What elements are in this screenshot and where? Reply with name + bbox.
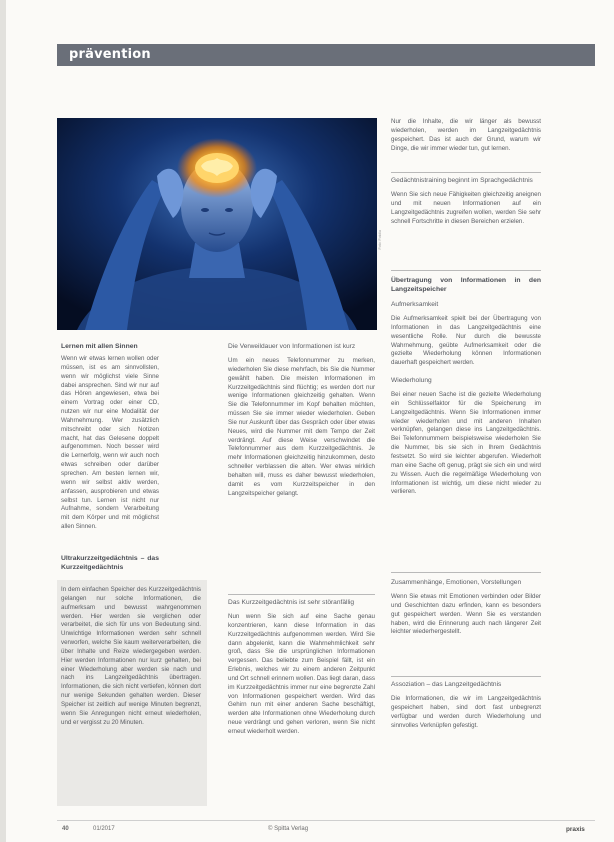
heading-kurzzeitgedaechtnis: Ultrakurzzeitgedächtnis – das Kurzzeitgedächtnis — [61, 555, 159, 571]
divider — [391, 572, 541, 573]
subheading-langzeit: Assoziation – das Langzeitgedächtnis — [391, 681, 502, 688]
column-2 — [228, 342, 375, 499]
paragraph-verweildauer: Um ein neues Telefonnummer zu merken, wiederholen Sie diese mehrfach, bis Sie die Nummer gewählt haben. Die meisten Informationen im Kurzzeitgedächtnis sind flüchtig; es werden dort nur wenige Informationen gleichzeitig gehalten. Wenn Sie die Telefonnummer im Kopf behalten möchten, müssen Sie sie immer wieder wiederholen. Geben Sie nur Auskunft über das Gespräch oder über etwas Neues, wird die Nummer mit dem Tempo der Zeit verdrängt. Auf diese Weise verschwindet die Telefonnummer aus dem Kurzzeitgedächtnis. Je mehr Informationen gleichzeitig hinzukommen, desto schneller verblassen die alten. Wer etwas wirklich behalten will, muss es daher bewusst wiederholen, damit es vom Kurzzeitspeicher in den Langzeitspeicher gelangt. — [228, 357, 375, 497]
section-uebertragung — [391, 276, 541, 497]
column-3 — [391, 118, 541, 153]
paragraph-aufmerksamkeit: Die Aufmerksamkeit spielt bei der Übertragung von Informationen in das Langzeitgedächtnis eine wesentliche Rolle. Nur durch die bewusste Wahrnehmung, geübte Aufmerksamkeit oder die gezielte Wiederholung können Informationen dauerhaft gespeichert werden. — [391, 315, 541, 367]
paragraph-kurzzeit: In dem einfachen Speicher des Kurzzeitgedächtnis gelangen nur solche Informationen, die aufmerksam und bewusst wahrgenommen werden. Hier werden sie verglichen oder verarbeitet, die sich für uns von Bedeutung sind. Unwichtige Informationen werden sehr schnell verworfen, welche Sie kaum weiterverarbeiten, die über Inhalte und Reize wiedergegeben werden. Hier werden Informationen nur kurz gehalten, bei einer Wiederholung aber werden sie nach und nach ins Langzeitgedächtnis übertragen. Informationen, die sich nicht vertiefen, können dort nur wenige Sekunden gehalten werden. Dieser Speicher ist zeitlich auf wenige Minuten begrenzt, wenn Sie Anregungen nicht erneut wiederholen, und er vergisst zu 20 Minuten. — [61, 586, 201, 726]
paragraph-intro: Nur die Inhalte, die wir länger als bewusst wiederholen, werden im Langzeitgedächtnis gespeichert. Das ist auch der Grund, warum wir Dinge, die wir immer wieder tun, gut lernen. — [391, 118, 541, 152]
column-2-section-2 — [228, 598, 375, 737]
section-title: prävention — [69, 47, 151, 62]
brain-illustration — [57, 118, 377, 330]
paragraph-lernen: Wenn wir etwas lernen wollen oder müssen, ist es am sinnvollsten, wenn wir möglichst viele Sinne dabei ansprechen. Sind wir nur auf das Hören angewiesen, etwa bei einem Vortrag oder einer CD, nutzen wir nur eine Modalität der Wahrnehmung. Wer zusätzlich mitschreibt oder sich Notizen macht, hat das Gelesene doppelt aufgenommen. Noch besser wird die Lernerfolg, wenn wir auch noch etwas schreiben oder darüber sprechen. Am besten lernen wir, wenn wir selbst aktiv werden, anfassen, ausprobieren und etwas selbst tun. Lernen ist nicht nur Aufnahme, sondern Verarbeitung mit dem Körper und mit möglichst allen Sinnen. — [61, 355, 159, 531]
paragraph-wiederholung: Bei einer neuen Sache ist die gezielte Wiederholung ein Schlüsselfaktor für die Speicherung im Langzeitgedächtnis. Wenn Sie Informationen immer wieder wiederholen und mit anderen Inhalten verknüpfen, gelangen diese ins Langzeitgedächtnis. Bei Telefonnummern beispielsweise wiederholen Sie die Nummer, bis sie sich in Ihrem Gedächtnis festsetzt. So wird sie leichter abgerufen. Wiederholt man eine Sache oft genug, prägt sie sich ein und wird zu Wissen. Auch die regelmäßige Wiederholung von Informationen ist wichtig, um diese nicht wieder zu verlieren. — [391, 391, 541, 496]
column-1-section-2 — [61, 554, 159, 572]
divider — [391, 270, 541, 271]
page-edge — [0, 0, 6, 842]
publisher: © Spitta Verlag — [268, 826, 309, 832]
heading-uebertragung: Übertragung von Informationen in den Langzeitspeicher — [391, 277, 541, 293]
section-header-bar — [57, 44, 595, 66]
subheading-stoeranfaellig: Das Kurzzeitgedächtnis ist sehr störanfällig — [228, 599, 355, 606]
photo-credit: Foto: Fotolia — [378, 230, 382, 250]
footer-divider — [57, 820, 595, 821]
magazine-brand: praxis — [566, 826, 585, 833]
column-1-box-text — [61, 586, 201, 728]
subheading-wiederholung: Wiederholung — [391, 377, 432, 385]
hero-image-brain — [57, 118, 377, 330]
box-title-emotionen: Zusammenhänge, Emotionen, Vorstellungen — [391, 579, 522, 586]
heading-lernen: Lernen mit allen Sinnen — [61, 343, 138, 350]
column-1 — [61, 342, 159, 532]
subheading-verweildauer: Die Verweildauer von Informationen ist kurz — [228, 343, 356, 350]
divider — [228, 594, 375, 595]
paragraph-stoeranfaellig: Nun wenn Sie sich auf eine Sache genau konzentrieren, kann diese Information in das Kurzzeitgedächtnis aufgenommen werden. Wird Sie dann abgelenkt, kann die Wahrnehmlichkeit sehr groß, dass Sie die ursprünglichen Informationen vergessen. Das beliebte zum Beispiel fällt, ist ein Erlebnis, welches wir zu einem anderen Zeitpunkt und Ort schnell erinnern wollen. Das liegt daran, dass im Kurzzeitgedächtnis immer nur eine begrenzte Zahl von Informationen gespeichert werden. Wird das Gehirn nun mit einer anderen Sache beschäftigt, werden alte Informationen ohne Wiederholung durch neue verdrängt und gehen verloren, wenn Sie nicht erneut wiederholt werden. — [228, 613, 375, 735]
divider — [391, 676, 541, 677]
box-sprachgedaechtnis — [391, 176, 541, 226]
box-title-sprachgedaechtnis: Gedächtnistraining beginnt im Sprachgedächtnis — [391, 177, 533, 184]
page-number: 40 — [62, 826, 69, 832]
box-text-emotionen: Wenn Sie etwas mit Emotionen verbinden oder Bilder und Geschichten dazu erfinden, kann es besonders gut gespeichert werden. Wenn Sie es verstanden haben, wird die Erinnerung auch nach längerer Zeit leichter wiederhergestellt. — [391, 593, 541, 636]
box-text-sprachgedaechtnis: Wenn Sie sich neue Fähigkeiten gleichzeitig aneignen und mit neuen Informationen auf ein Langzeitgedächtnis zugreifen wollen, werden Sie sehr schnell Fortschritte in diesen Bereichen erzielen. — [391, 191, 541, 225]
subheading-aufmerksamkeit: Aufmerksamkeit — [391, 301, 439, 308]
box-emotionen — [391, 578, 541, 637]
section-langzeit — [391, 680, 541, 730]
divider — [391, 172, 541, 173]
paragraph-langzeit: Die Informationen, die wir im Langzeitgedächtnis gespeichert haben, sind dort fast unbegrenzt verfügbar und werden durch Wiederholung und sinnvolles Verknüpfen gefestigt. — [391, 695, 541, 729]
issue-number: 01/2017 — [93, 826, 115, 832]
